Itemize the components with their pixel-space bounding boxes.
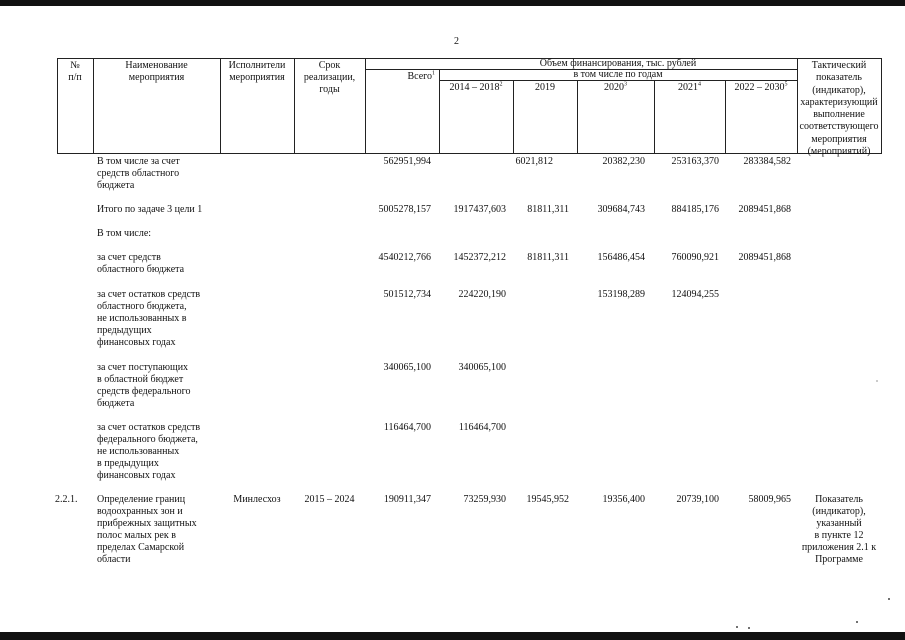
row-name: Итого по задаче 3 цели 1 <box>97 204 203 215</box>
cell-2022-2030: 2089451,868 <box>738 204 791 215</box>
cell-2021: 884185,176 <box>671 204 719 215</box>
header-indicator: Тактический показатель (индикатор), характеризующий выполнение соответствующего мероприятия (мероприятий) <box>799 60 879 158</box>
header-executors: Исполнители мероприятия <box>228 60 286 83</box>
cell-2019: 81811,311 <box>527 252 569 263</box>
header-year-2019: 2019 <box>535 82 555 93</box>
scan-speck <box>876 380 878 382</box>
header-total: Всего$^1$ <box>407 70 435 82</box>
cell-2021: 253163,370 <box>671 156 719 167</box>
cell-2014-2018: 1917437,603 <box>453 204 506 215</box>
row-name: В том числе: <box>97 228 152 239</box>
cell-2014-2018: 340065,100 <box>458 362 506 373</box>
header-name: Наименование мероприятия <box>125 60 188 83</box>
scan-speck <box>888 598 890 600</box>
row-name: Определение границ водоохранных зон и прибрежных защитных полос малых рек в пределах Самарской области <box>97 494 197 565</box>
header-year-2014-2018: 2014 – 2018$^2$ <box>449 81 503 93</box>
cell-total: 562951,994 <box>383 156 431 167</box>
cell-2022-2030: 2089451,868 <box>738 252 791 263</box>
cell-total: 116464,700 <box>383 422 431 433</box>
header-year-2020: 2020$^3$ <box>604 81 627 93</box>
cell-2022-2030: 58009,965 <box>748 494 791 505</box>
header-year-2021: 2021$^4$ <box>678 81 701 93</box>
row-name: В том числе за счет средств областного бюджета <box>97 156 180 191</box>
row-name: за счет поступающих в областной бюджет средств федерального бюджета <box>97 362 191 409</box>
header-term: Срок реализации, годы <box>303 60 356 95</box>
cell-2020: 309684,743 <box>597 204 645 215</box>
page-number: 2 <box>454 36 459 47</box>
cell-2021: 20739,100 <box>676 494 719 505</box>
header-funding: Объем финансирования, тыс. рублей <box>539 58 697 69</box>
cell-2014-2018: 224220,190 <box>458 289 506 300</box>
cell-2022-2030: 283384,582 <box>743 156 791 167</box>
bottom-border <box>0 632 905 640</box>
cell-2021: 124094,255 <box>671 289 719 300</box>
cell-2020: 20382,230 <box>602 156 645 167</box>
cell-2020: 19356,400 <box>602 494 645 505</box>
header-by-years: в том числе по годам <box>573 69 663 80</box>
row-name: за счет остатков средств федерального бюджета, не использованных в предыдущих финансовых годах <box>97 422 201 481</box>
cell-indicator: Показатель (индикатор), указанный в пункте 12 приложения 2.1 к Программе <box>801 494 877 565</box>
cell-total: 340065,100 <box>383 362 431 373</box>
cell-total: 5005278,157 <box>378 204 431 215</box>
cell-total: 4540212,766 <box>378 252 431 263</box>
scan-speck <box>736 626 738 628</box>
cell-total: 190911,347 <box>383 494 431 505</box>
row-name: за счет средств областного бюджета <box>97 252 185 275</box>
cell-2014-2018: 73259,930 <box>463 494 506 505</box>
scan-speck <box>748 627 750 629</box>
top-border <box>0 0 905 6</box>
cell-2014-2018: 116464,700 <box>458 422 506 433</box>
cell-2019: 6021,812 <box>515 156 553 167</box>
cell-2014-2018: 1452372,212 <box>453 252 506 263</box>
row-number: 2.2.1. <box>55 494 78 505</box>
cell-executor: Минлесхоз <box>233 494 281 505</box>
header-num: № п/п <box>68 60 82 83</box>
cell-2021: 760090,921 <box>671 252 719 263</box>
row-name: за счет остатков средств областного бюджета, не использованных в предыдущих финансовых годах <box>97 289 201 348</box>
header-year-2022-2030: 2022 – 2030$^5$ <box>734 81 788 93</box>
cell-total: 501512,734 <box>383 289 431 300</box>
scan-speck <box>856 621 858 623</box>
cell-2019: 81811,311 <box>527 204 569 215</box>
cell-2019: 19545,952 <box>526 494 569 505</box>
cell-2020: 156486,454 <box>597 252 645 263</box>
cell-2020: 153198,289 <box>597 289 645 300</box>
cell-term: 2015 – 2024 <box>304 494 355 505</box>
